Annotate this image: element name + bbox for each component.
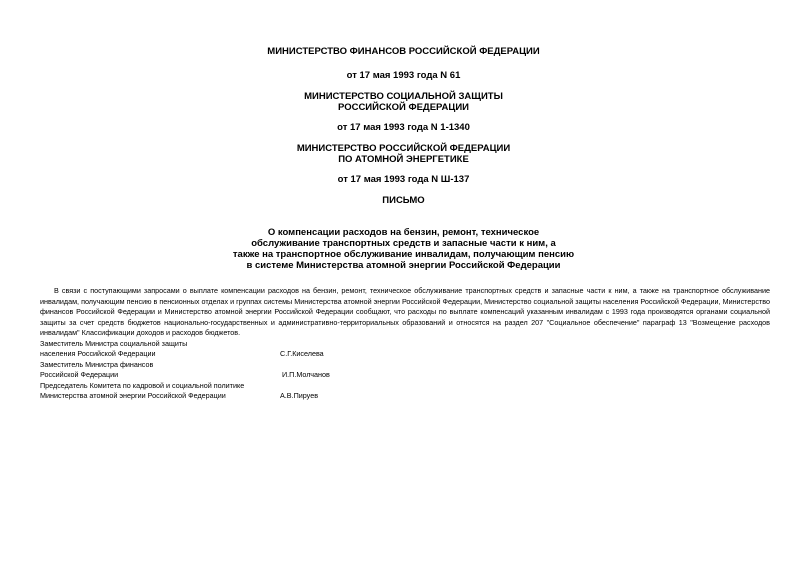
subject-line: в системе Министерства атомной энергии Российской Федерации — [246, 260, 561, 271]
signature-name: С.Г.Киселева — [280, 349, 324, 358]
header-line: РОССИЙСКОЙ ФЕДЕРАЦИИ — [337, 102, 469, 113]
header-line: от 17 мая 1993 года N Ш-137 — [337, 174, 470, 185]
header-date-social — [0, 122, 807, 133]
header-line: МИНИСТЕРСТВО РОССИЙСКОЙ ФЕДЕРАЦИИ — [296, 143, 511, 154]
header-line: МИНИСТЕРСТВО СОЦИАЛЬНОЙ ЗАЩИТЫ — [304, 91, 503, 102]
body-paragraph — [40, 286, 770, 339]
header-date-atomic — [0, 174, 807, 185]
header-date-finance — [0, 70, 807, 81]
document-subject — [0, 227, 807, 271]
header-ministry-finance — [0, 46, 807, 57]
header-line: МИНИСТЕРСТВО ФИНАНСОВ РОССИЙСКОЙ ФЕДЕРАЦИИ — [267, 46, 540, 57]
header-line: ПО АТОМНОЙ ЭНЕРГЕТИКЕ — [338, 154, 469, 165]
signature-title: населения Российской Федерации — [40, 349, 156, 358]
signature-title: Председатель Комитета по кадровой и социальной политике — [40, 381, 245, 390]
subject-line: О компенсации расходов на бензин, ремонт, техническое — [267, 227, 540, 238]
signature-title: Российской Федерации — [40, 370, 119, 379]
signature-title: Заместитель Министра социальной защиты — [40, 339, 188, 348]
header-line: ПИСЬМО — [382, 195, 425, 206]
header-ministry-social — [0, 91, 807, 113]
header-line: от 17 мая 1993 года N 61 — [346, 70, 461, 81]
signature-title: Министерства атомной энергии Российской Федерации — [40, 391, 226, 400]
signature-name: И.П.Молчанов — [282, 370, 330, 379]
subject-line: также на транспортное обслуживание инвалидам, получающим пенсию — [232, 249, 575, 260]
signature-title: Заместитель Министра финансов — [40, 360, 154, 369]
subject-line: обслуживание транспортных средств и запасные части к ним, а — [251, 238, 556, 249]
body-text: В связи с поступающими запросами о выплате компенсации расходов на бензин, ремонт, техническое обслуживание транспортных средств и запасные части к ним, а также на транспортное обслуживание инвалидам, получающим пенсию в пенсионных отделах и группах системы Министерства атомной энергии Российской Федерации, Министерство социальной защиты населения Российской Федерации, Министерство финансов Российской Федерации и Министерство атомной энергии Российской Федерации сообщают, что расходы по выплате компенсаций указанным инвалидам с 1993 года производятся органами социальной защиты за счет средств бюджетов национально-государственных и административно-территориальных образований и относятся на раздел 207 "Социальное обеспечение" параграф 13 "Возмещение расходов инвалидам" Классификации доходов и расходов бюджетов. — [40, 286, 770, 338]
document-type — [0, 195, 807, 206]
header-line: от 17 мая 1993 года N 1-1340 — [337, 122, 470, 133]
header-ministry-atomic — [0, 143, 807, 165]
signature-name: А.В.Пируев — [280, 391, 319, 400]
